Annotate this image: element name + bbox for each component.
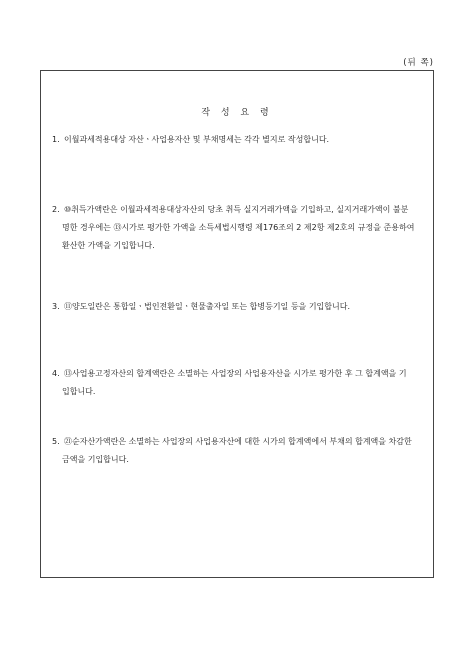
instruction-item-2: [52, 201, 424, 255]
item-number: 5.: [52, 437, 60, 446]
item-line: ㉑순자산가액란은 소멸하는 사업장의 사업용자산에 대한 시가의 합계액에서 부채의 합계액을 차감한: [64, 437, 412, 446]
item-number: 2.: [52, 205, 60, 214]
item-line: 이월과세적용대상 자산ㆍ사업용자산 및 부채명세는 각각 별지로 작성합니다.: [64, 135, 330, 144]
instruction-item-1: [52, 131, 424, 149]
page-side-note: (뒤 쪽): [403, 58, 434, 68]
item-line: ⑩취득가액란은 이월과세적용대상자산의 당초 취득 실지거래가액을 기입하고, 실지거래가액이 불분: [64, 205, 409, 214]
item-number: 1.: [52, 135, 60, 144]
item-line: 금액을 기입합니다.: [62, 455, 129, 464]
item-number: 4.: [52, 369, 60, 378]
instruction-item-4: [52, 365, 424, 401]
instruction-item-3: [52, 298, 424, 316]
section-heading: 작 성 요 령: [201, 108, 273, 118]
item-line: ⑪양도일란은 통합일ㆍ법인전환일ㆍ현물출자일 또는 합병등기일 등을 기입합니다.: [64, 302, 351, 311]
item-line: 명한 경우에는 ⑬시가로 평가한 가액을 소득세법시행령 제176조의 2 제2항 제2호의 규정을 준용하여: [62, 223, 415, 232]
item-line: ⑬사업용고정자산의 합계액란은 소멸하는 사업장의 사업용자산을 시가로 평가한 후 그 합계액을 기: [64, 369, 407, 378]
item-number: 3.: [52, 302, 60, 311]
item-line: 환산한 가액을 기입합니다.: [62, 241, 155, 250]
instruction-item-5: [52, 433, 424, 469]
item-line: 입합니다.: [62, 387, 96, 396]
